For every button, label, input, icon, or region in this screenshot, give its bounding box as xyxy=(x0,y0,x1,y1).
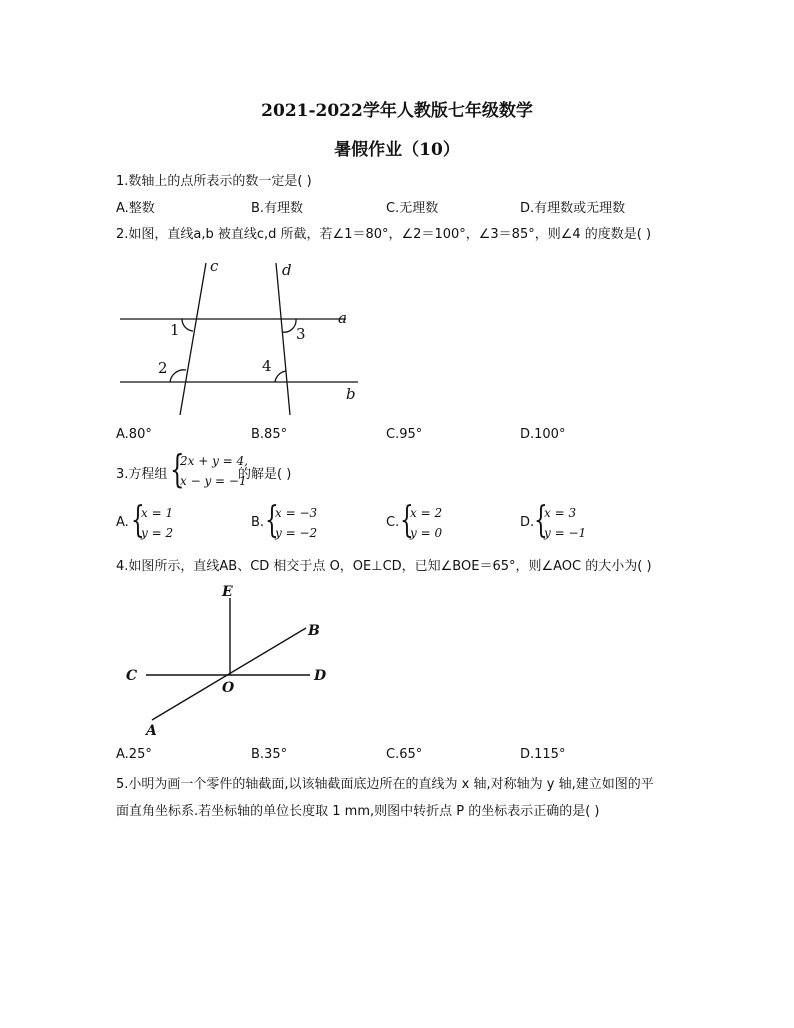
q3-option-c-system: x = 2 y = 0 xyxy=(410,506,443,540)
q2-option-c: C.95° xyxy=(386,427,423,442)
q4-figure-intersecting-lines xyxy=(118,580,338,740)
angle-3-arc xyxy=(282,319,296,332)
q3-option-c-brace: { xyxy=(400,500,414,541)
label-angle-3: 3 xyxy=(296,325,306,343)
q4-option-d: D.115° xyxy=(520,747,566,762)
label-line-d: d xyxy=(282,261,292,279)
label-point-E: E xyxy=(222,584,233,600)
page-title: 2021-2022学年人教版七年级数学 xyxy=(261,101,533,121)
label-point-O: O xyxy=(222,680,235,696)
line-d xyxy=(276,263,290,415)
q1-option-b: B.有理数 xyxy=(251,201,304,216)
question-3-stem-suffix: 的解是( ) xyxy=(238,467,292,482)
label-line-c: c xyxy=(210,257,219,275)
label-point-A: A xyxy=(146,723,157,739)
line-AB xyxy=(152,628,306,720)
q3-option-b-letter: B. xyxy=(251,515,265,530)
question-3-stem-prefix: 3.方程组 xyxy=(116,467,168,482)
label-angle-1: 1 xyxy=(170,321,180,339)
label-point-D: D xyxy=(314,668,327,684)
q1-option-a: A.整数 xyxy=(116,201,155,216)
q4-option-a: A.25° xyxy=(116,747,152,762)
label-point-C: C xyxy=(126,668,138,684)
label-point-B: B xyxy=(308,623,320,639)
q2-figure-parallel-lines xyxy=(110,255,370,420)
q3-option-a-brace: { xyxy=(131,500,145,541)
q3-system-brace: { xyxy=(170,447,185,491)
q3-option-d-brace: { xyxy=(534,500,548,541)
label-angle-4: 4 xyxy=(262,357,272,375)
angle-1-arc xyxy=(182,319,193,331)
page-subtitle: 暑假作业（10） xyxy=(334,140,460,160)
q3-option-c-letter: C. xyxy=(386,515,400,530)
label-line-b: b xyxy=(346,385,356,403)
q1-option-d: D.有理数或无理数 xyxy=(520,201,626,216)
question-5-line1: 5.小明为画一个零件的轴截面,以该轴截面底边所在的直线为 x 轴,对称轴为 y 轴,建立如图的平 xyxy=(116,777,654,792)
q2-option-b: B.85° xyxy=(251,427,288,442)
label-angle-2: 2 xyxy=(158,359,168,377)
question-2-stem: 2.如图，直线a,b 被直线c,d 所截，若∠1＝80°，∠2＝100°，∠3＝85°，则∠4 的度数是( ) xyxy=(116,227,652,242)
q2-option-a: A.80° xyxy=(116,427,152,442)
q3-system-eq2: x − y = −1 xyxy=(180,474,247,488)
line-c xyxy=(180,263,206,415)
q4-option-b: B.35° xyxy=(251,747,288,762)
label-line-a: a xyxy=(338,309,347,327)
angle-4-arc xyxy=(275,371,286,382)
q3-system-eq1: 2x + y = 4, xyxy=(180,454,248,468)
q1-option-c: C.无理数 xyxy=(386,201,439,216)
q3-option-d-letter: D. xyxy=(520,515,535,530)
q3-option-b-brace: { xyxy=(265,500,279,541)
question-1-stem: 1.数轴上的点所表示的数一定是( ) xyxy=(116,174,312,189)
angle-2-arc xyxy=(170,370,186,382)
question-4-stem: 4.如图所示，直线AB、CD 相交于点 O，OE⊥CD，已知∠BOE＝65°，则∠AOC 的大小为( ) xyxy=(116,559,652,574)
q3-option-a-system: x = 1 y = 2 xyxy=(141,506,174,540)
question-5-line2: 面直角坐标系.若坐标轴的单位长度取 1 mm,则图中转折点 P 的坐标表示正确的是( ) xyxy=(116,804,600,819)
q4-option-c: C.65° xyxy=(386,747,423,762)
q3-option-a-letter: A. xyxy=(116,515,129,530)
q2-option-d: D.100° xyxy=(520,427,566,442)
q3-option-b-system: x = −3 y = −2 xyxy=(275,506,318,540)
q3-option-d-system: x = 3 y = −1 xyxy=(544,506,587,540)
